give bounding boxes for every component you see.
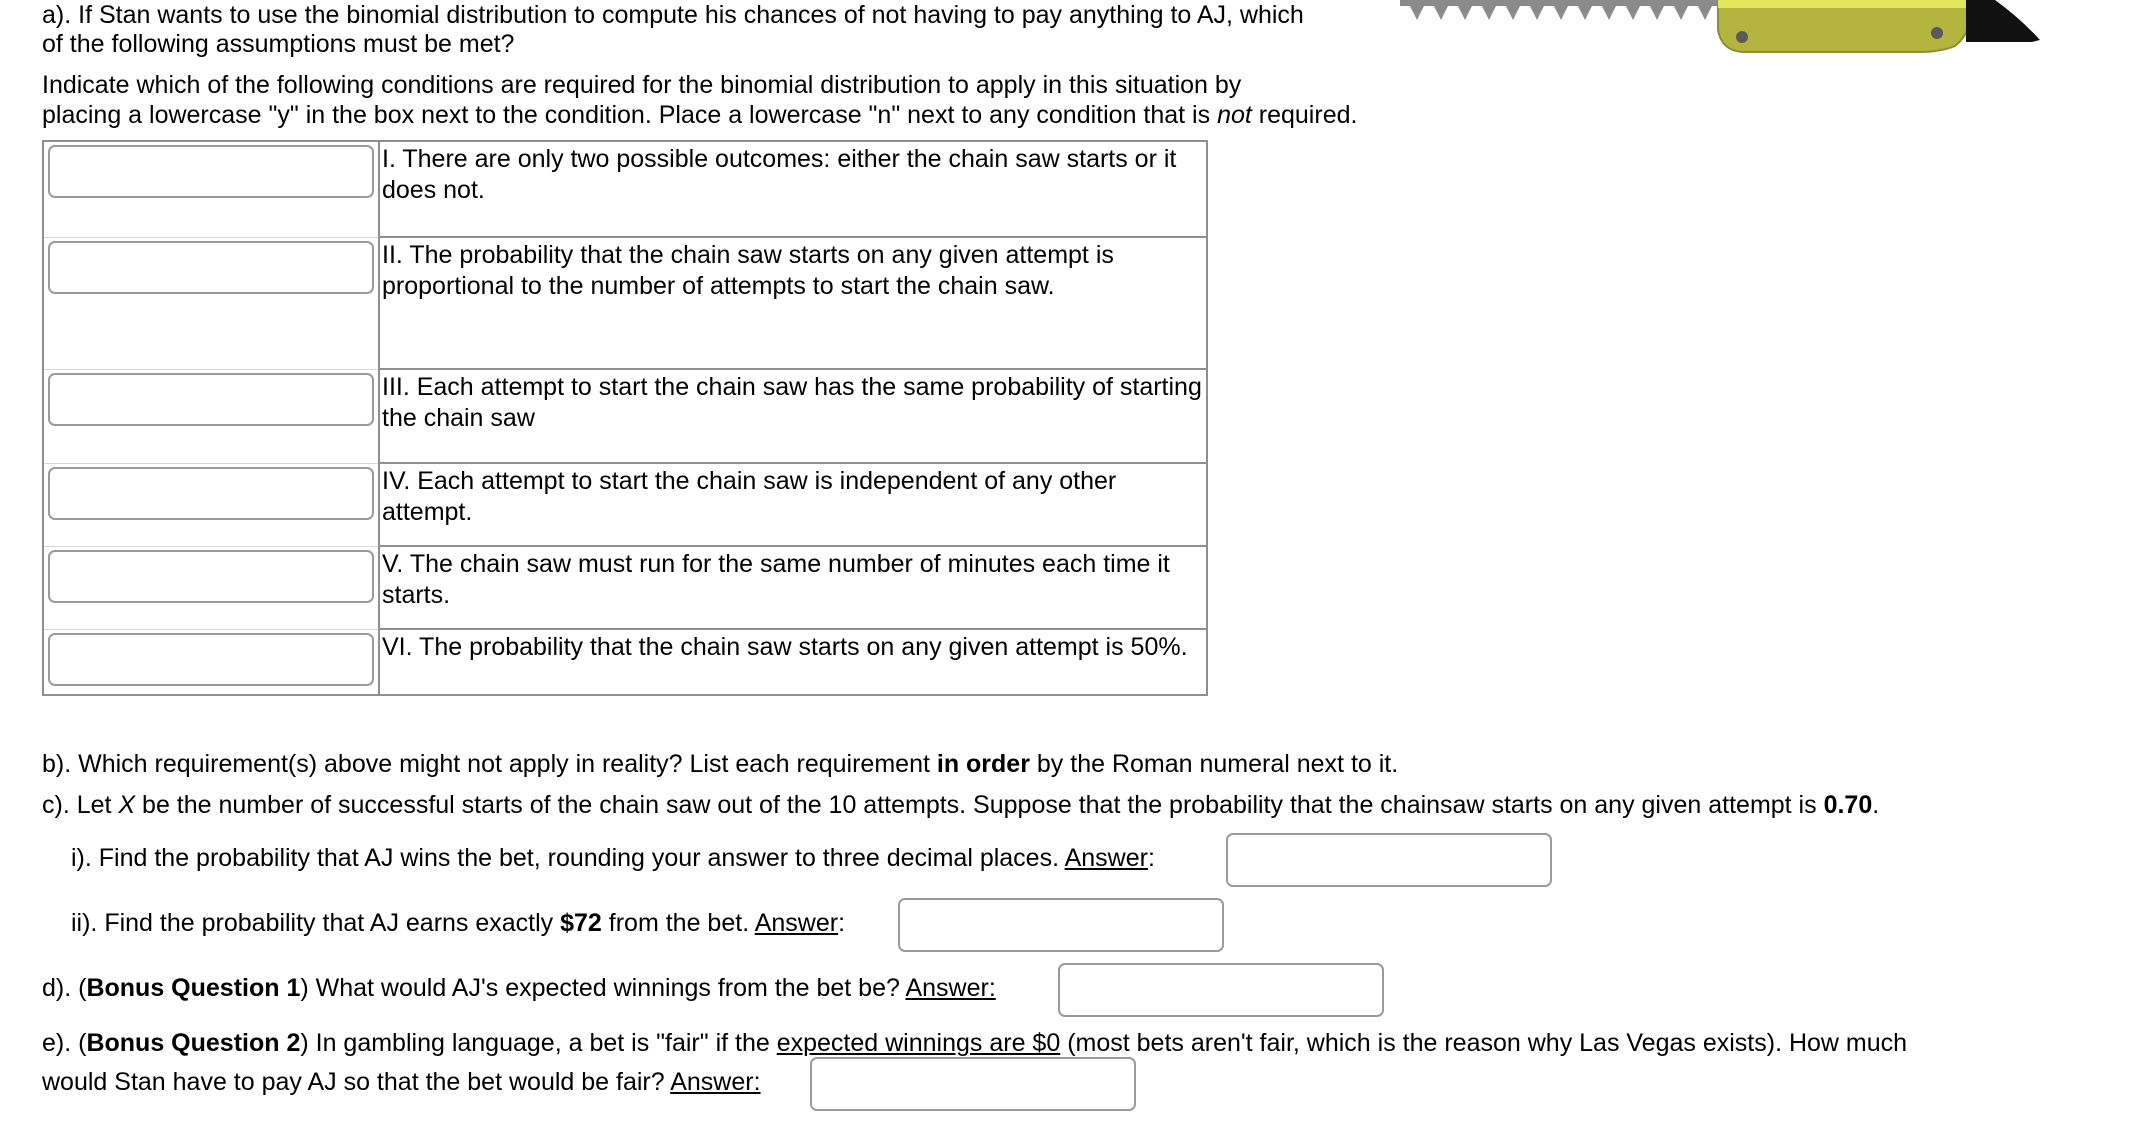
part-c-text-mid: be the number of successful starts of the chain saw out of the 10 attempts. Suppose that the probability that the chainsaw starts on any given attempt is [135,791,1824,819]
condition-label-cell [379,141,1207,237]
condition-input-cell [43,237,379,369]
instruction-text: placing a lowercase "y" in the box next to the condition. Place a lowercase "n" next to any condition that is [42,101,1218,129]
part-e-text-end: (most bets aren't fair, which is the reason why Las Vegas exists). How much [1060,1029,1908,1057]
part-b-question [42,749,1398,780]
part-b-bold: in order [936,750,1030,778]
condition-input-cell [43,369,379,463]
chainsaw-teeth [1400,0,1718,20]
part-c-i-answer-input[interactable] [1226,833,1552,887]
condition-label-cell [379,629,1207,695]
condition-6-input[interactable] [48,633,374,686]
part-d-text: d). ( [42,974,87,1002]
part-d-bold: Bonus Question 1 [86,974,301,1002]
part-e-question-line2 [42,1067,761,1098]
condition-label-cell [379,463,1207,546]
condition-3-label: III. Each attempt to start the chain saw has the same probability of starting the chain saw [382,373,1202,432]
chainsaw-bolt-icon [1736,31,1748,43]
condition-label-cell [379,237,1207,369]
part-c-i-question [71,843,1155,874]
part-a-instruction-line1: Indicate which of the following conditions are required for the binomial distribution to apply in this situation by [42,71,1242,99]
condition-2-label: II. The probability that the chain saw starts on any given attempt is proportional to the number of attempts to start the chain saw. [382,241,1114,300]
part-c-i-text: i). Find the probability that AJ wins the bet, rounding your answer to three decimal places. [71,844,1065,872]
condition-4-label: IV. Each attempt to start the chain saw is independent of any other attempt. [382,467,1117,526]
part-e-answer-link[interactable]: Answer: [670,1068,761,1096]
chainsaw-illustration [1400,0,2060,60]
instruction-emphasis: not [1217,101,1252,129]
condition-row [43,629,1207,695]
part-e-text: e). ( [42,1029,87,1057]
condition-label-cell [379,546,1207,629]
condition-row [43,463,1207,546]
part-b-text: b). Which requirement(s) above might not apply in reality? List each requirement [42,750,937,778]
part-a-question-line1: a). If Stan wants to use the binomial distribution to compute his chances of not having to pay anything to AJ, which [42,1,1304,29]
part-c-text: c). Let [42,791,119,819]
part-c-ii-text: ii). Find the probability that AJ earns exactly [71,909,561,937]
condition-6-label: VI. The probability that the chain saw starts on any given attempt is 50%. [382,633,1188,661]
part-a-question-line2: of the following assumptions must be met? [42,30,515,58]
condition-1-input[interactable] [48,145,374,198]
expected-winnings-link[interactable]: expected winnings are $0 [776,1029,1061,1057]
condition-3-input[interactable] [48,373,374,426]
part-d-text-end: ) What would AJ's expected winnings from the bet be? [300,974,906,1002]
colon: : [1147,844,1155,872]
condition-row [43,369,1207,463]
condition-input-cell [43,463,379,546]
instruction-text-end: required. [1251,101,1358,129]
conditions-table [42,140,1208,696]
condition-input-cell [43,141,379,237]
part-c-ii-text-end: from the bet. [601,909,755,937]
part-c-i-answer-link[interactable]: Answer [1064,844,1148,872]
part-c-text-end: . [1872,791,1880,819]
part-c-probability: 0.70 [1823,791,1873,819]
condition-input-cell [43,629,379,695]
part-d-answer-link[interactable]: Answer: [905,974,996,1002]
condition-5-input[interactable] [48,550,374,603]
condition-row [43,237,1207,369]
condition-label-cell [379,369,1207,463]
part-c-ii-answer-input[interactable] [898,898,1224,952]
part-d-question [42,973,996,1004]
chainsaw-handle [1966,0,2040,42]
condition-5-label: V. The chain saw must run for the same number of minutes each time it starts. [382,550,1170,609]
condition-row [43,546,1207,629]
part-c-ii-question [71,908,845,939]
part-e-text-mid: ) In gambling language, a bet is "fair" if the [300,1029,777,1057]
part-e-line2-text: would Stan have to pay AJ so that the bet would be fair? [42,1068,671,1096]
condition-2-input[interactable] [48,241,374,294]
chainsaw-bolt-icon [1931,27,1943,39]
condition-row [43,141,1207,237]
part-c-ii-amount: $72 [560,909,602,937]
condition-input-cell [43,546,379,629]
part-e-answer-input[interactable] [810,1057,1136,1111]
part-e-question-line1 [42,1028,1907,1059]
part-d-answer-input[interactable] [1058,963,1384,1017]
part-c-variable: X [118,791,136,819]
part-c-ii-answer-link[interactable]: Answer [754,909,839,937]
part-e-bold: Bonus Question 2 [86,1029,301,1057]
part-b-text-end: by the Roman numeral next to it. [1029,750,1399,778]
part-a-instruction-line2 [42,100,1357,131]
condition-4-input[interactable] [48,467,374,520]
colon: : [838,909,846,937]
part-c-question [42,790,1879,821]
condition-1-label: I. There are only two possible outcomes: either the chain saw starts or it does not. [382,145,1177,204]
